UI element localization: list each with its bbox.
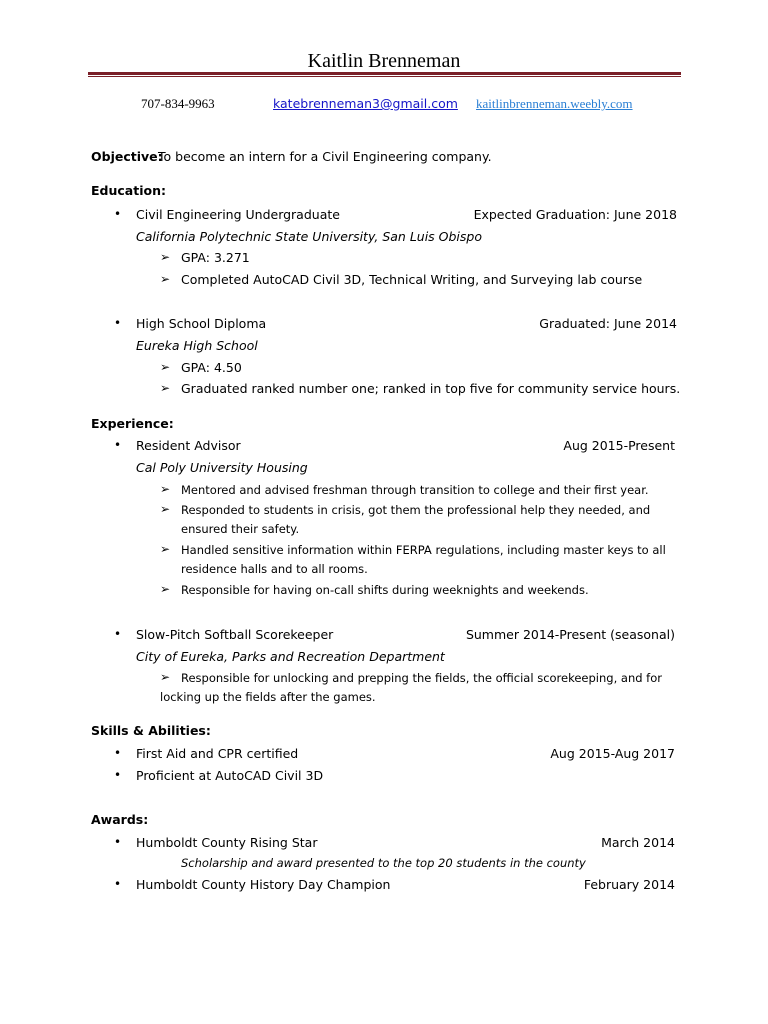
experience-heading: Experience: <box>91 416 174 431</box>
bullet-icon: • <box>114 207 122 221</box>
bullet-icon: • <box>114 877 122 891</box>
experience-detail: Responded to students in crisis, got them the professional help they needed, and <box>181 503 651 517</box>
objective-label: Objective: <box>91 149 163 164</box>
experience-title: Resident Advisor <box>136 438 241 453</box>
award-item: Humboldt County Rising Star <box>136 835 318 850</box>
arrow-bullet-icon: ➢ <box>160 482 171 496</box>
education-detail: Graduated ranked number one; ranked in top five for community service hours. <box>181 381 681 396</box>
awards-heading: Awards: <box>91 812 149 827</box>
experience-detail: Responsible for having on-call shifts during weeknights and weekends. <box>181 583 589 597</box>
bullet-icon: • <box>114 768 122 782</box>
experience-org: Cal Poly University Housing <box>136 460 308 475</box>
education-date: Expected Graduation: June 2018 <box>473 207 677 222</box>
award-item: Humboldt County History Day Champion <box>136 877 391 892</box>
skill-date: Aug 2015-Aug 2017 <box>550 746 675 761</box>
email-link[interactable]: katebrenneman3@gmail.com <box>273 96 458 111</box>
resume-name: Kaitlin Brenneman <box>307 50 461 72</box>
arrow-bullet-icon: ➢ <box>160 381 171 395</box>
arrow-bullet-icon: ➢ <box>160 360 171 374</box>
education-date: Graduated: June 2014 <box>539 316 677 331</box>
education-detail: GPA: 4.50 <box>181 360 242 375</box>
bullet-icon: • <box>114 438 122 452</box>
education-heading: Education: <box>91 183 166 198</box>
skill-item: Proficient at AutoCAD Civil 3D <box>136 768 324 783</box>
experience-detail: Responsible for unlocking and prepping the fields, the official scorekeeping, and for <box>181 671 662 685</box>
experience-date: Aug 2015-Present <box>563 438 675 453</box>
phone-number: 707-834-9963 <box>141 96 215 111</box>
experience-detail-continued: ensured their safety. <box>181 522 300 536</box>
experience-detail: Mentored and advised freshman through transition to college and their first year. <box>181 483 649 497</box>
bullet-icon: • <box>114 316 122 330</box>
education-title: High School Diploma <box>136 316 267 331</box>
education-org: California Polytechnic State University, San Luis Obispo <box>136 229 483 244</box>
education-detail: Completed AutoCAD Civil 3D, Technical Writing, and Surveying lab course <box>181 272 643 287</box>
experience-detail: Handled sensitive information within FERPA regulations, including master keys to all <box>181 543 666 557</box>
bullet-icon: • <box>114 746 122 760</box>
award-date: March 2014 <box>601 835 675 850</box>
header-rule-thin <box>88 76 681 77</box>
education-detail: GPA: 3.271 <box>181 250 250 265</box>
bullet-icon: • <box>114 627 122 641</box>
education-org: Eureka High School <box>136 338 258 353</box>
bullet-icon: • <box>114 835 122 849</box>
award-date: February 2014 <box>583 877 675 892</box>
skill-item: First Aid and CPR certified <box>136 746 299 761</box>
experience-title: Slow-Pitch Softball Scorekeeper <box>136 627 334 642</box>
experience-detail-continued: locking up the fields after the games. <box>160 690 376 704</box>
arrow-bullet-icon: ➢ <box>160 542 171 556</box>
award-note: Scholarship and award presented to the top 20 students in the county <box>181 856 586 870</box>
experience-detail-continued: residence halls and to all rooms. <box>181 562 368 576</box>
skills-heading: Skills & Abilities: <box>91 723 211 738</box>
arrow-bullet-icon: ➢ <box>160 502 171 516</box>
experience-org: City of Eureka, Parks and Recreation Department <box>136 649 445 664</box>
experience-date: Summer 2014-Present (seasonal) <box>465 627 675 642</box>
header-rule-thick <box>88 72 681 75</box>
arrow-bullet-icon: ➢ <box>160 272 171 286</box>
arrow-bullet-icon: ➢ <box>160 670 171 684</box>
arrow-bullet-icon: ➢ <box>160 250 171 264</box>
education-title: Civil Engineering Undergraduate <box>136 207 340 222</box>
objective-text: To become an intern for a Civil Engineering company. <box>158 149 492 164</box>
website-link[interactable]: kaitlinbrenneman.weebly.com <box>476 96 633 111</box>
arrow-bullet-icon: ➢ <box>160 582 171 596</box>
